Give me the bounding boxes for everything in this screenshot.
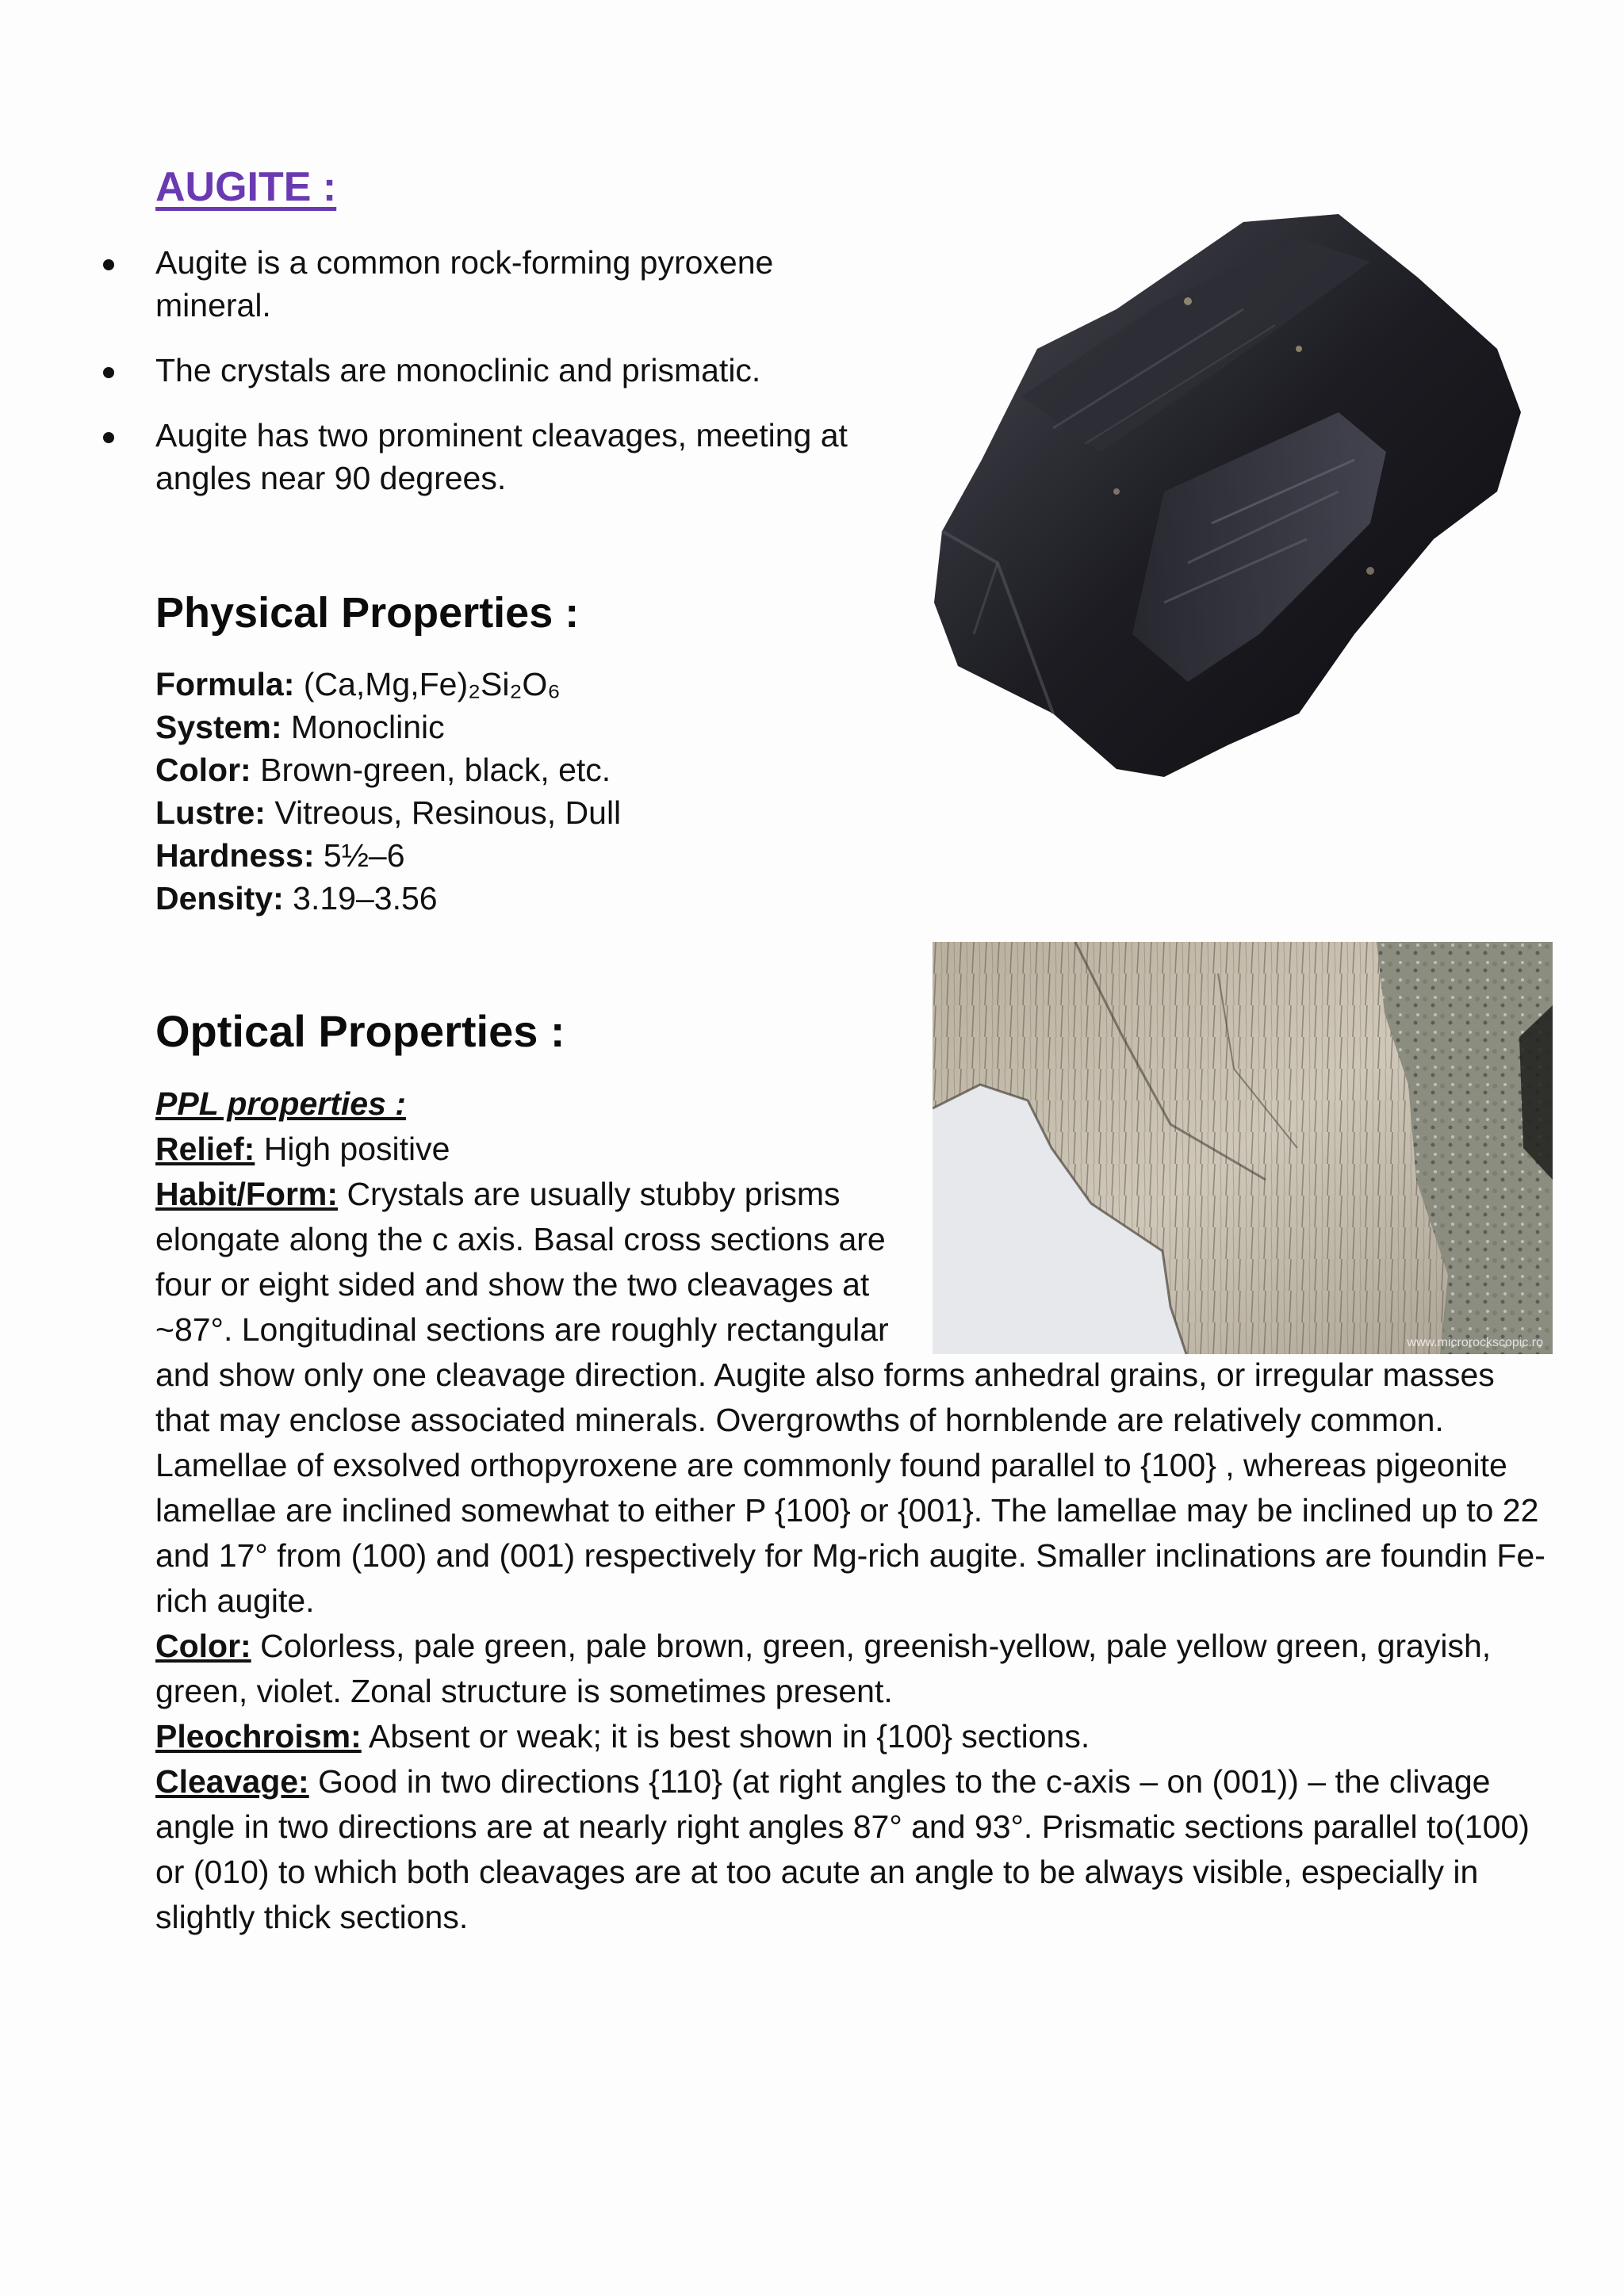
cleavage-label: Cleavage:: [155, 1763, 309, 1800]
property-label: System:: [155, 709, 282, 745]
property-row-hardness: [155, 834, 869, 877]
color-text: Colorless, pale green, pale brown, green, greenish-yellow, pale yellow green, grayish, green, violet. Zonal structure is sometimes present.: [155, 1628, 1492, 1709]
bullet-dot-icon: [103, 432, 114, 443]
bullet-dot-icon: [103, 259, 114, 270]
property-value: Vitreous, Resinous, Dull: [274, 794, 622, 831]
augite-crystal-image: [926, 190, 1534, 793]
property-label: Lustre:: [155, 794, 266, 831]
property-row-system: [155, 706, 869, 748]
bullet-text: Augite has two prominent cleavages, meeting at angles near 90 degrees.: [155, 417, 848, 496]
bullet-text: Augite is a common rock-forming pyroxene mineral.: [155, 244, 774, 323]
habit-text: Crystals are usually stubby prisms elongate along the c axis. Basal cross sections are four or eight sided and show the two cleavages at ~87°. Longitudinal sections are roughly rectangular and show only one cleavage direction. Augite also forms anhedral grains, or irregular masses that may enclose associated minerals. Overgrowths of hornblende are relatively common. Lamellae of exsolved orthopyroxene are commonly found parallel to {100} , whereas pigeonite lamellae are inclined somewhat to either P {100} or {001}. The lamellae may be inclined up to 22 and 17° from (100) and (001) respectively for Mg-rich augite. Smaller inclinations are foundin Fe-rich augite.: [155, 1176, 1545, 1619]
cleavage-text: Good in two directions {110} (at right angles to the c-axis – on (001)) – the clivage angle in two directions are at nearly right angles 87° and 93°. Prismatic sections parallel to(100) or (010) to which both cleavages are at too acute an angle to be always visible, especially in slightly thick sections.: [155, 1763, 1530, 1935]
physical-properties-heading: Physical Properties :: [155, 589, 580, 637]
bullet-dot-icon: [103, 367, 114, 378]
bullet-item: [155, 414, 869, 499]
relief-value: High positive: [263, 1131, 450, 1167]
physical-properties-list: [155, 663, 869, 920]
optical-properties-heading: Optical Properties :: [155, 1006, 565, 1056]
property-row-density: [155, 877, 869, 920]
habit-label: Habit/Form:: [155, 1176, 339, 1212]
property-label: Density:: [155, 880, 284, 916]
relief-label: Relief:: [155, 1131, 255, 1167]
property-row-formula: [155, 663, 869, 706]
pleochroism-text: Absent or weak; it is best shown in {100} sections.: [368, 1718, 1090, 1755]
property-value: 3.19–3.56: [293, 880, 438, 916]
watermark-text: www.microrockscopic.ro: [1407, 1336, 1543, 1349]
property-row-lustre: [155, 791, 869, 834]
intro-bullet-list: [155, 241, 869, 522]
page-title: AUGITE :: [155, 164, 337, 210]
property-value: 5½–6: [323, 837, 405, 874]
bullet-item: [155, 241, 869, 327]
property-label: Formula:: [155, 666, 295, 702]
property-row-color: [155, 748, 869, 791]
property-value: (Ca,Mg,Fe)₂Si₂O₆: [303, 666, 561, 702]
bullet-item: [155, 349, 869, 392]
property-label: Hardness:: [155, 837, 315, 874]
pleochroism-label: Pleochroism:: [155, 1718, 362, 1755]
color-label: Color:: [155, 1628, 251, 1664]
property-value: Brown-green, black, etc.: [260, 752, 611, 788]
property-label: Color:: [155, 752, 251, 788]
property-value: Monoclinic: [290, 709, 445, 745]
bullet-text: The crystals are monoclinic and prismatic.: [155, 352, 761, 388]
ppl-properties-heading: PPL properties :: [155, 1085, 406, 1122]
thin-section-photomicrograph: [933, 942, 1553, 1354]
